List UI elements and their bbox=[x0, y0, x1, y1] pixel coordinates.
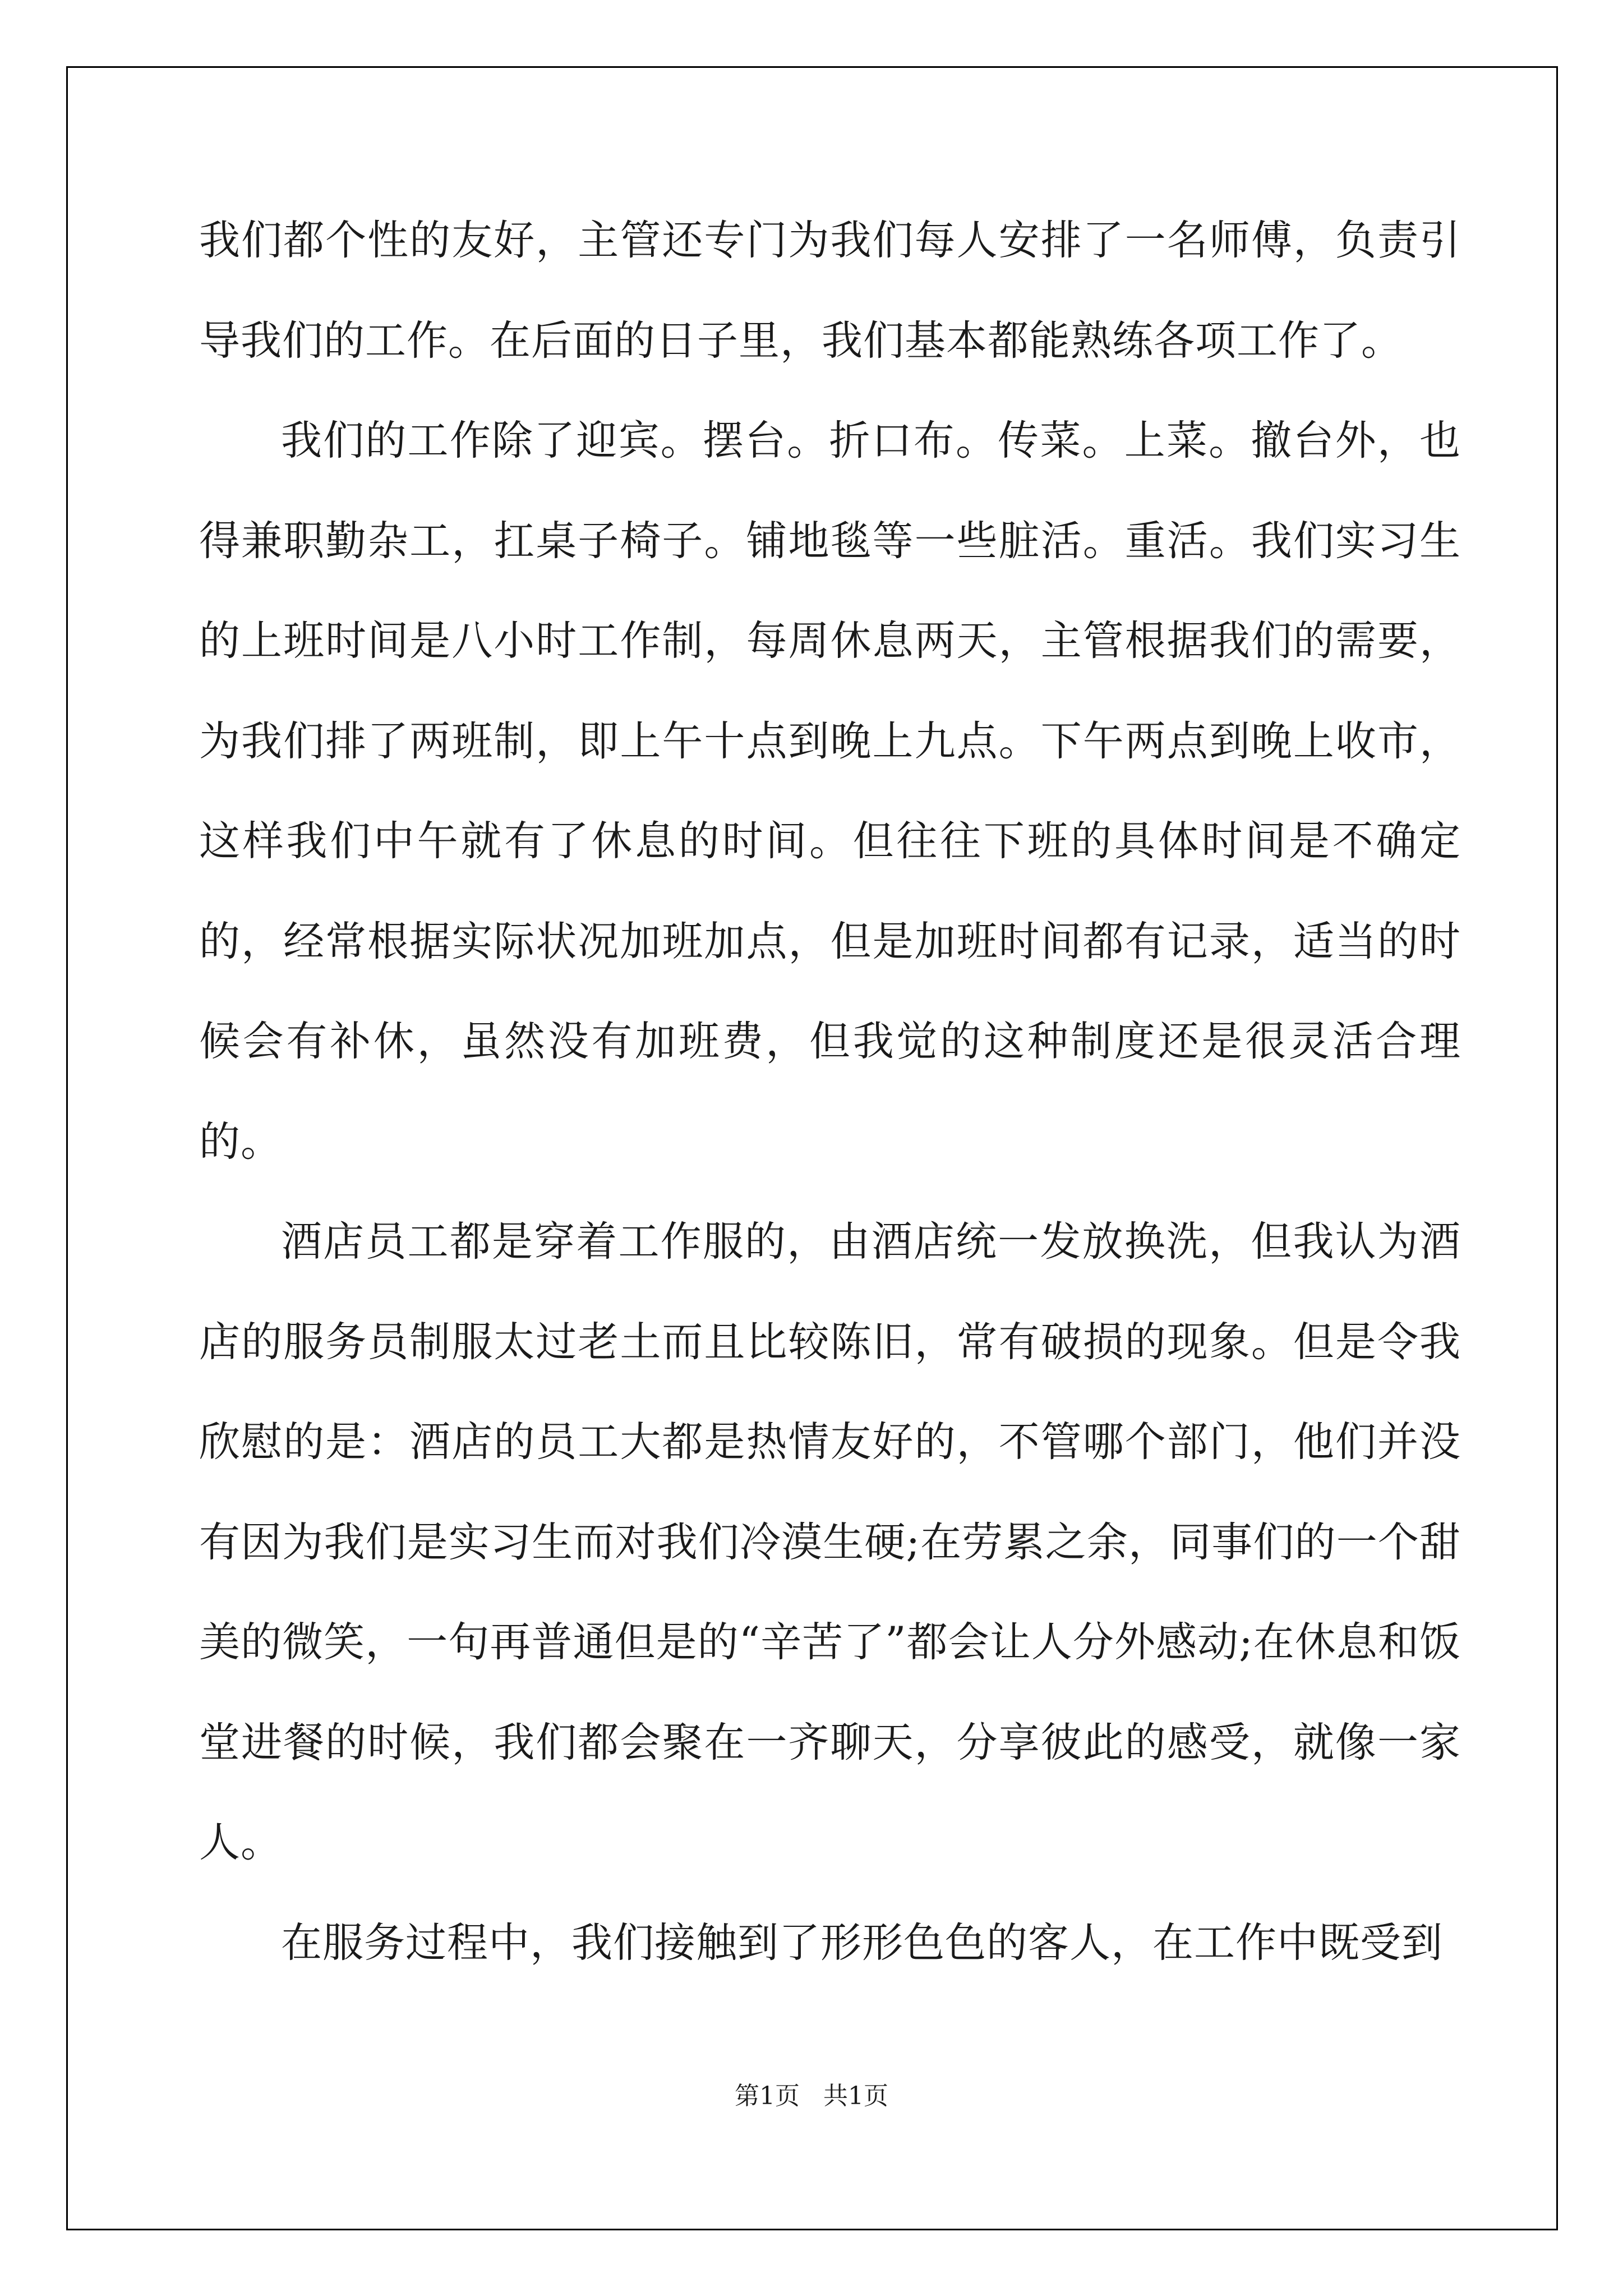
page-total: 共1页 bbox=[823, 2082, 888, 2110]
paragraph-1: 我们都个性的友好，主管还专门为我们每人安排了一名师傅，负责引导我们的工作。在后面的日子里，我们基本都能熟练各项工作了。 bbox=[199, 217, 1461, 365]
paragraph-2: 我们的工作除了迎宾。摆台。折口布。传菜。上菜。撤台外，也得兼职勤杂工，扛桌子椅子。铺地毯等一些脏活。重活。我们实习生的上班时间是八小时工作制，每周休息两天，主管根据我们的需要，为我们排了两班制，即上午十点到晚上九点。下午两点到晚上收市，这样我们中午就有了休息的时间。但往往下班的具体时间是不确定的，经常根据实际状况加班加点，但是加班时间都有记录，适当的时候会有补休，虽然没有加班费，但我觉的这种制度还是很灵活合理的。 bbox=[199, 417, 1461, 1166]
page-footer bbox=[0, 2076, 1623, 2111]
paragraph-3: 酒店员工都是穿着工作服的，由酒店统一发放换洗，但我认为酒店的服务员制服太过老土而且比较陈旧，常有破损的现象。但是令我欣慰的是：酒店的员工大都是热情友好的，不管哪个部门，他们并没有因为我们是实习生而对我们冷漠生硬;在劳累之余，同事们的一个甜美的微笑，一句再普通但是的“辛苦了”都会让人分外感动;在休息和饭堂进餐的时候，我们都会聚在一齐聊天，分享彼此的感受，就像一家人。 bbox=[199, 1218, 1461, 1866]
paragraph-4: 在服务过程中，我们接触到了形形色色的客人，在工作中既受到 bbox=[281, 1918, 1443, 1967]
page-number: 第1页 bbox=[735, 2082, 800, 2110]
document-body bbox=[199, 191, 1461, 1993]
